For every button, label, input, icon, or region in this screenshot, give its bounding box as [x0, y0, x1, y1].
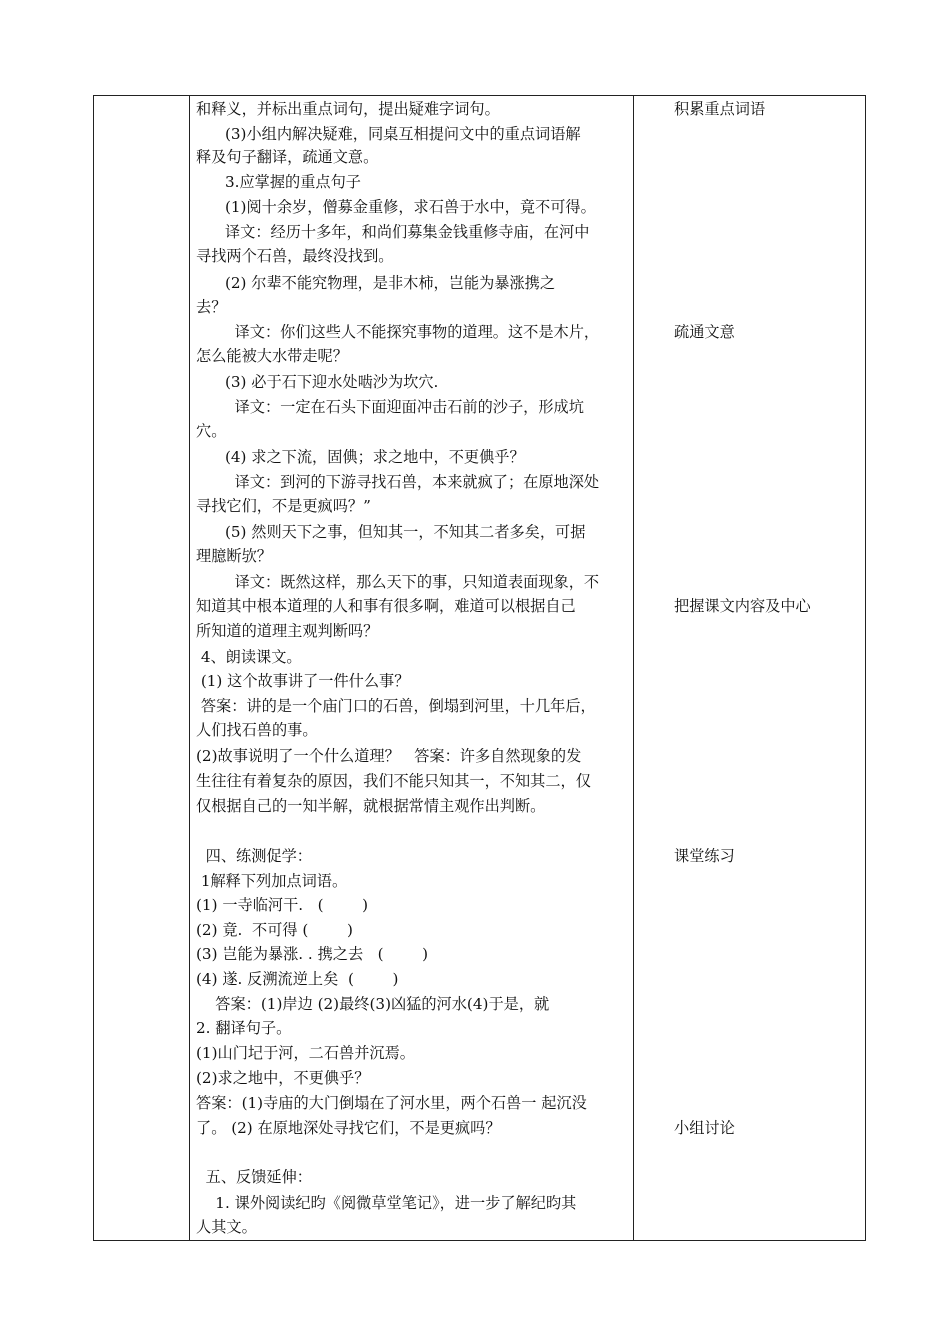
content-line: 生往往有着复杂的原因，我们不能只知其一，不知其二，仅: [196, 772, 591, 790]
content-line: 译文：经历十多年，和尚们募集金钱重修寺庙，在河中: [196, 223, 590, 241]
content-line: 1解释下列加点词语。: [196, 872, 348, 890]
content-line: (2) 尔辈不能究物理，是非木柿，岂能为暴涨携之: [196, 274, 556, 292]
note-understand-text: 疏通文意: [674, 323, 735, 341]
content-line: 怎么能被大水带走呢？: [196, 347, 348, 365]
content-line: 答案：(1)寺庙的大门倒塌在了河水里，两个石兽一 起沉没: [196, 1094, 587, 1112]
content-line: (4) 求之下流，固倎；求之地中，不更倎乎？: [196, 448, 525, 466]
content-line: 释及句子翻译，疏通文意。: [196, 148, 379, 166]
content-line: (1) 这个故事讲了一件什么事？: [196, 672, 410, 690]
lesson-table: [93, 95, 866, 1241]
content-line: (2)求之地中，不更倎乎？: [196, 1069, 370, 1087]
note-group-discussion: 小组讨论: [674, 1119, 735, 1137]
content-line: 知道其中根本道理的人和事有很多啊，难道可以根据自己: [196, 597, 576, 615]
content-line: 寻找它们，不是更疯吗？”: [196, 497, 371, 515]
content-line: 答案：讲的是一个庙门口的石兽，倒塌到河里，十几年后，: [196, 697, 596, 715]
content-line: (3) 必于石下迎水处啮沙为坎穴.: [196, 373, 439, 391]
content-line: 译文：到河的下游寻找石兽，本来就疯了；在原地深处: [196, 473, 600, 491]
content-line: 去？: [196, 298, 227, 316]
content-line: 寻找两个石兽，最终没找到。: [196, 247, 394, 265]
content-line: (3) 岂能为暴涨. . 携之去 ( ): [196, 945, 429, 963]
content-line: (4) 遂. 反溯流逆上矣 ( ): [196, 970, 399, 988]
content-line: (2) 竟. 不可得 ( ): [196, 921, 353, 939]
content-line: 和释义，并标出重点词句，提出疑难字词句。: [196, 100, 500, 118]
content-line: 译文：既然这样，那么天下的事，只知道表面现象，不: [196, 573, 600, 591]
note-grasp-content: 把握课文内容及中心: [674, 597, 811, 615]
left-column: [94, 96, 190, 1240]
content-line: 3.应掌握的重点句子: [196, 173, 361, 191]
content-line: 五、反馈延伸：: [196, 1168, 312, 1186]
content-line: 穴。: [196, 422, 227, 440]
content-line: (1)阅十余岁，僧募金重修，求石兽于水中，竟不可得。: [196, 198, 596, 216]
content-line: 理臆断欤？: [196, 547, 272, 565]
content-line: 人其文。: [196, 1218, 257, 1236]
content-line: 4、朗读课文。: [196, 648, 302, 666]
content-line: (5) 然则天下之事，但知其一，不知其二者多矣，可据: [196, 523, 586, 541]
note-accumulate-words: 积累重点词语: [674, 100, 766, 118]
content-line: 所知道的道理主观判断吗？: [196, 622, 379, 640]
content-line: 1. 课外阅读纪昀《阅微草堂笔记》，进一步了解纪昀其: [196, 1194, 577, 1212]
content-line: 译文：你们这些人不能探究事物的道理。这不是木片，: [196, 323, 600, 341]
note-class-practice: 课堂练习: [674, 847, 735, 865]
content-line: 译文：一定在石头下面迎面冲击石前的沙子，形成坑: [196, 398, 584, 416]
content-line: 了。 (2) 在原地深处寻找它们，不是更疯吗？: [196, 1119, 501, 1137]
content-line: (1)山门圮于河，二石兽并沉焉。: [196, 1044, 415, 1062]
content-line: 四、练测促学：: [196, 847, 312, 865]
content-column: [190, 96, 634, 1240]
content-line: 仅根据自己的一知半解，就根据常情主观作出判断。: [196, 797, 546, 815]
content-line: 2. 翻译句子。: [196, 1019, 292, 1037]
content-line: 答案：(1)岸边 (2)最终(3)凶猛的河水(4)于是，就: [196, 995, 550, 1013]
content-line: 人们找石兽的事。: [196, 721, 318, 739]
notes-column: [634, 96, 865, 1240]
content-line: (2)故事说明了一个什么道理？ 答案：许多自然现象的发: [196, 747, 582, 765]
content-line: (1) 一寺临河干. ( ): [196, 896, 369, 914]
content-line: (3)小组内解决疑难，同桌互相提问文中的重点词语解: [196, 125, 581, 143]
